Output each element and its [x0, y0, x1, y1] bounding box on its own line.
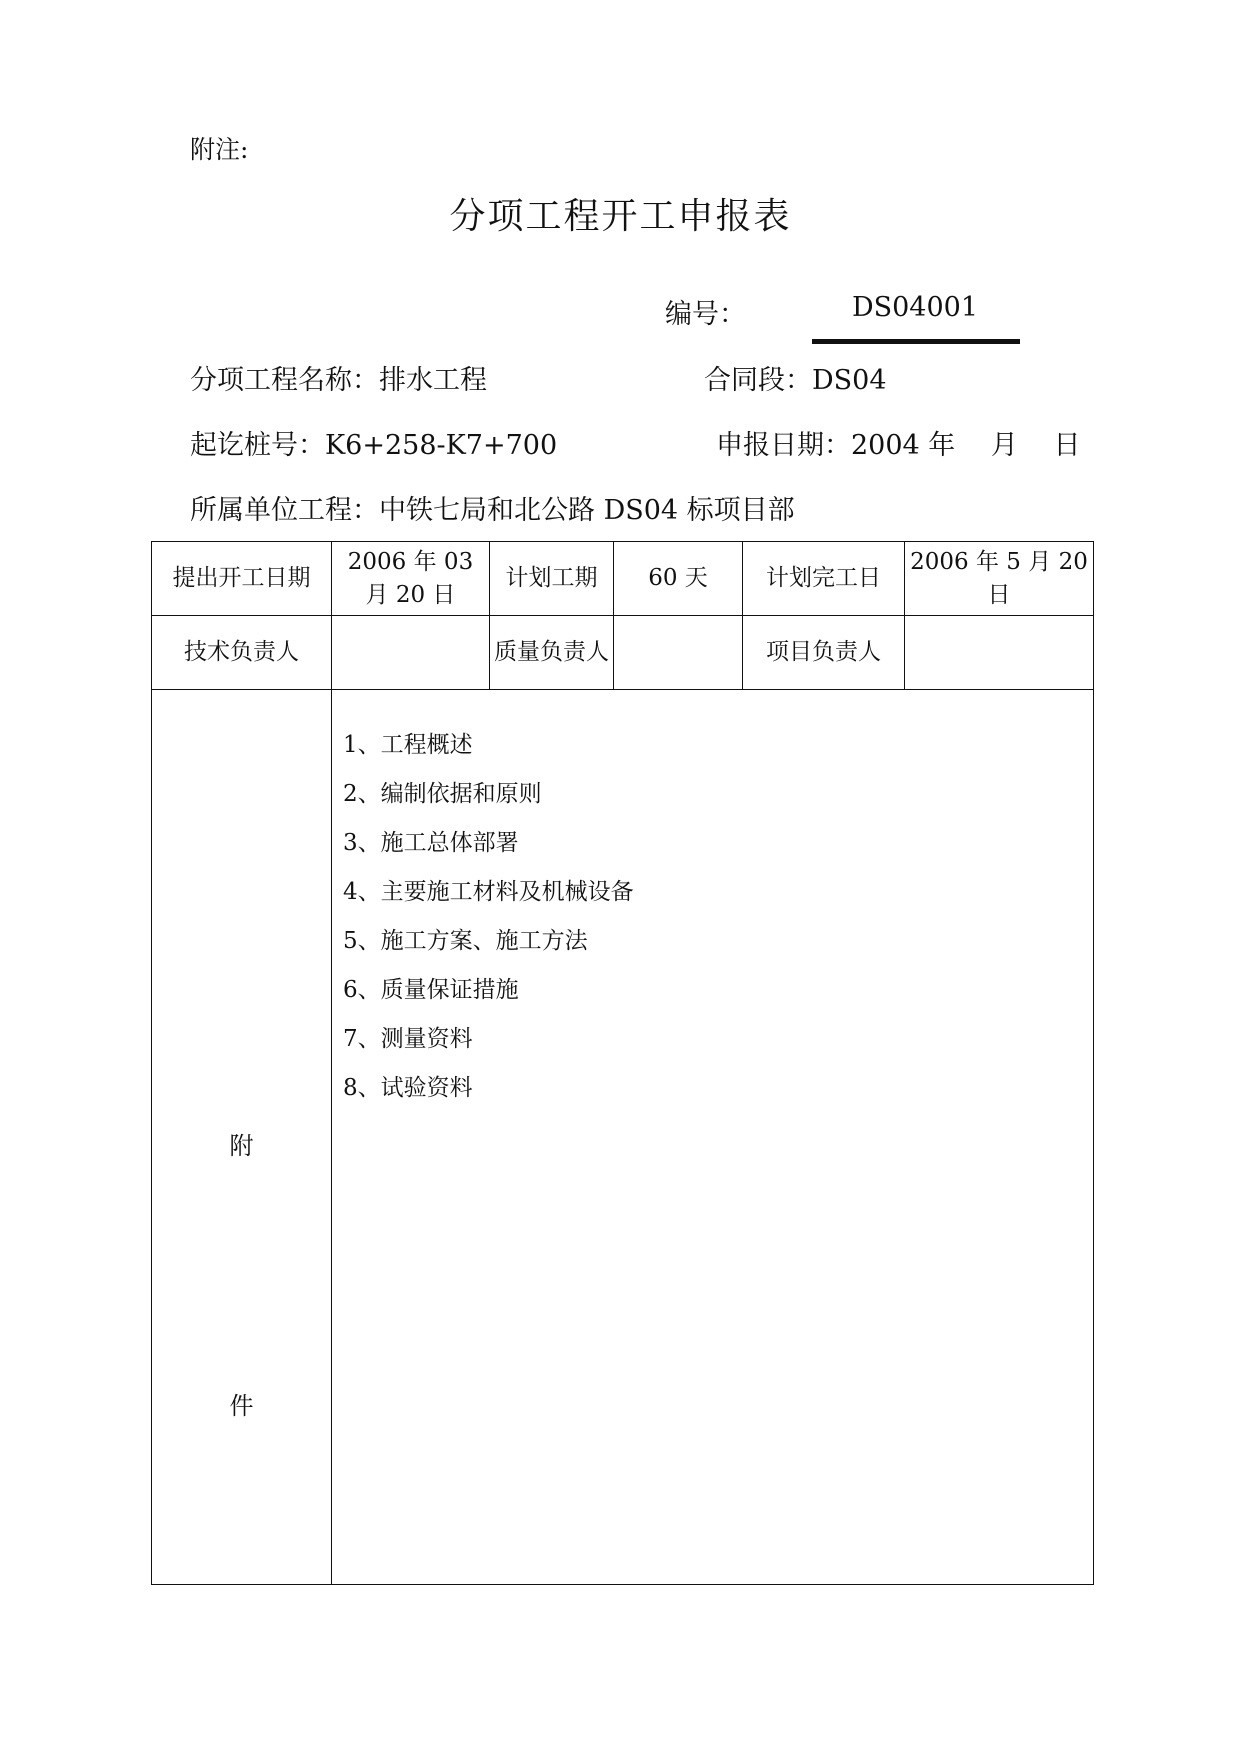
project-lead-value — [905, 616, 1094, 690]
planned-finish-value: 2006 年 5 月 20 日 — [905, 542, 1094, 616]
tech-lead-label: 技术负责人 — [152, 616, 332, 690]
list-item: 5、施工方案、施工方法 — [343, 928, 588, 954]
attachments-list-cell — [332, 690, 1094, 1585]
planned-period-value: 60 天 — [614, 542, 743, 616]
list-item: 3、施工总体部署 — [343, 830, 519, 856]
serial-underline — [812, 339, 1020, 344]
project-lead-label: 项目负责人 — [743, 616, 905, 690]
list-item: 2、编制依据和原则 — [343, 781, 542, 807]
attachments-list — [332, 690, 1093, 1120]
serial-value: DS04001 — [851, 292, 979, 323]
list-item: 6、质量保证措施 — [343, 977, 519, 1003]
contract-section-field: 合同段：DS04 — [704, 365, 887, 396]
report-date-field: 申报日期：2004 年 月 日 — [716, 430, 1081, 461]
note-label: 附注: — [190, 135, 249, 164]
planned-finish-label: 计划完工日 — [743, 542, 905, 616]
list-item: 7、测量资料 — [343, 1026, 473, 1052]
attachments-label-cell — [152, 690, 332, 1585]
serial-label: 编号： — [665, 299, 746, 330]
unit-field: 所属单位工程：中铁七局和北公路 DS04 标项目部 — [190, 495, 795, 526]
list-item: 4、主要施工材料及机械设备 — [343, 879, 634, 905]
page-title: 分项工程开工申报表 — [449, 196, 792, 237]
planned-period-label: 计划工期 — [490, 542, 614, 616]
quality-lead-label: 质量负责人 — [490, 616, 614, 690]
table-row — [152, 690, 1094, 1585]
list-item: 8、试验资料 — [343, 1075, 473, 1101]
table-row — [152, 542, 1094, 616]
stake-range-field: 起讫桩号：K6+258-K7+700 — [190, 430, 558, 461]
application-form-table — [151, 541, 1094, 1585]
quality-lead-value — [614, 616, 743, 690]
attachments-label-top: 附 — [229, 1132, 254, 1160]
list-item: 1、工程概述 — [343, 732, 473, 758]
project-name-field: 分项工程名称：排水工程 — [190, 365, 487, 396]
tech-lead-value — [332, 616, 490, 690]
start-date-value: 2006 年 03 月 20 日 — [332, 542, 490, 616]
table-row — [152, 616, 1094, 690]
attachments-label-bottom: 件 — [229, 1392, 254, 1420]
start-date-label: 提出开工日期 — [152, 542, 332, 616]
